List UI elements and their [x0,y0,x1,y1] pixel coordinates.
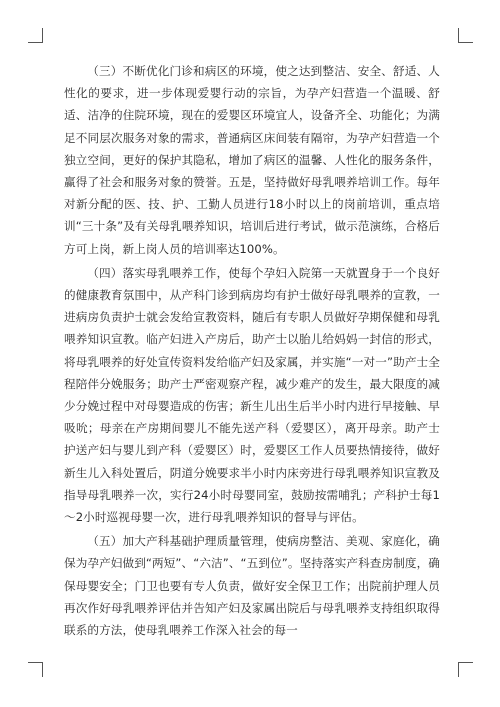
crop-mark-top-left [28,28,43,43]
body-text [64,60,440,641]
paragraph-four: （四）落实母乳喂养工作，使每个孕妇入院第一天就置身于一个良好的健康教育氛围中，从产科门诊到病房均有护士做好母乳喂养的宣教，一进病房负责护士就会发给宣教资料，随后有专职人员做好孕期保健和母乳喂养知识宣教。临产妇进入产房后，助产士以胎儿给妈妈一封信的形式，将母乳喂养的好处宣传资料发给临产妇及家属，并实施“一对一”助产士全程陪伴分娩服务；助产士严密观察产程，减少难产的发生，最大限度的减少分娩过程中对母婴造成的伤害；新生儿出生后半小时内进行早接触、早吸吮；母亲在产房期间婴儿不能先送产科（爱婴区），离开母亲。助产士护送产妇与婴儿到产科（爱婴区）时，爱婴区工作人员要热情接待，做好新生儿入科处置后，阴道分娩要求半小时内床旁进行母乳喂养知识宣教及指导母乳喂养一次，实行24小时母婴同室，鼓励按需哺乳；产科护士每1～2小时巡视母婴一次，进行母乳喂养知识的督导与评估。 [64,265,440,525]
crop-mark-bottom-right [458,662,473,677]
paragraph-five: （五）加大产科基础护理质量管理，使病房整洁、美观、家庭化，确保为孕产妇做到“两短”、“六洁”、“五到位”。坚持落实产科查房制度，确保母婴安全；门卫也要有专人负责，做好安全保卫工作；出院前护理人员再次作好母乳喂养评估并告知产妇及家属出院后与母乳喂养支持组织取得联系的方法，使母乳喂养工作深入社会的每一 [64,534,440,638]
paragraph-three: （三）不断优化门诊和病区的环境，使之达到整洁、安全、舒适、人性化的要求，进一步体现爱婴行动的宗旨，为孕产妇营造一个温暖、舒适、洁净的住院环境，现在的爱婴区环境宜人，设备齐全、功能化；为满足不同层次服务对象的需求，普通病区床间装有隔帘，为孕产妇营造一个独立空间，更好的保护其隐私，增加了病区的温馨、人性化的服务条件，赢得了社会和服务对象的赞誉。五是，坚持做好母乳喂养培训工作。每年对新分配的医、技、护、工勤人员进行18小时以上的岗前培训，重点培训“三十条”及有关母乳喂养知识，培训后进行考试，做示范演练，合格后方可上岗，新上岗人员的培训率达100%。 [64,64,440,256]
crop-mark-bottom-left [28,662,43,677]
crop-mark-top-right [458,28,473,43]
